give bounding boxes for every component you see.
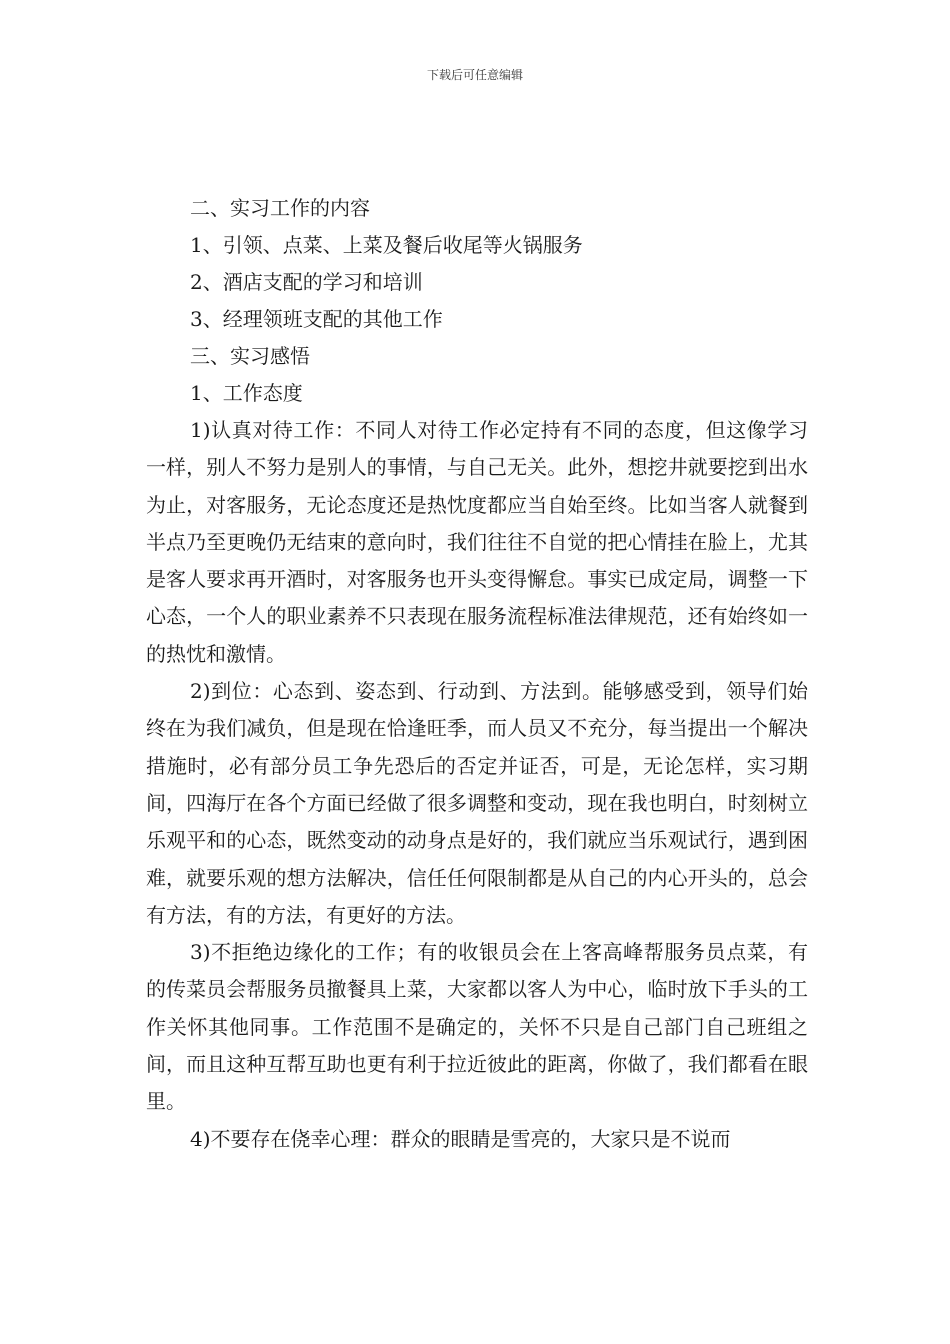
list-item-1: 1、引领、点菜、上菜及餐后收尾等火锅服务 xyxy=(190,233,583,257)
paragraph-2: 2)到位：心态到、姿态到、行动到、方法到。能够感受到，领导们始终在为我们减负，但是现在恰逢旺季，而人员又不充分，每当提出一个解决措施时，必有部分员工争先恐后的否定并证否，可是，无论怎样，实习期间，四海厅在各个方面已经做了很多调整和变动，现在我也明白，时刻树立乐观平和的心态，既然变动的动身点是好的，我们就应当乐观试行，遇到困难，就要乐观的想方法解决，信任任何限制都是从自己的内心开头的，总会有方法，有的方法，有更好的方法。 xyxy=(146,679,808,927)
paragraph-1: 1)认真对待工作：不同人对待工作必定持有不同的态度，但这像学习一样，别人不努力是别人的事情，与自己无关。此外，想挖井就要挖到出水为止，对客服务，无论态度还是热忱度都应当自始至终。比如当客人就餐到半点乃至更晚仍无结束的意向时，我们往往不自觉的把心情挂在脸上，尤其是客人要求再开酒时，对客服务也开头变得懈怠。事实已成定局，调整一下心态，一个人的职业素养不只表现在服务流程标准法律规范，还有始终如一的热忱和激情。 xyxy=(146,418,808,666)
paragraph-3: 3)不拒绝边缘化的工作；有的收银员会在上客高峰帮服务员点菜，有的传菜员会帮服务员撤餐具上菜，大家都以客人为中心，临时放下手头的工作关怀其他同事。工作范围不是确定的，关怀不只是自己部门自己班组之间，而且这种互帮互助也更有利于拉近彼此的距离，你做了，我们都看在眼里。 xyxy=(146,940,808,1114)
list-item-2: 2、酒店支配的学习和培训 xyxy=(190,270,423,294)
list-item-3: 3、经理领班支配的其他工作 xyxy=(190,307,443,331)
page-header-note: 下载后可任意编辑 xyxy=(426,68,523,82)
section-heading-work-content: 二、实习工作的内容 xyxy=(190,196,370,220)
section-heading-reflections: 三、实习感悟 xyxy=(190,344,310,368)
paragraph-4: 4)不要存在侥幸心理：群众的眼睛是雪亮的，大家只是不说而 xyxy=(190,1126,731,1151)
document-body xyxy=(146,190,808,1158)
subheading-work-attitude: 1、工作态度 xyxy=(190,381,303,405)
